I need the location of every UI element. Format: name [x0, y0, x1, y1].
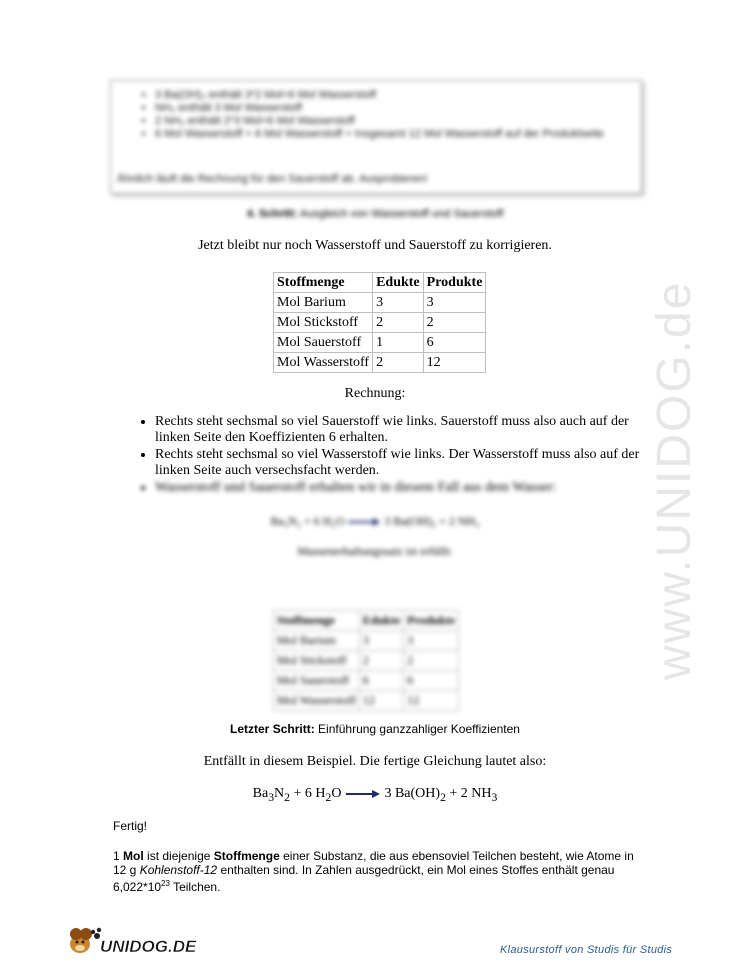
- table-cell: 3: [423, 293, 486, 313]
- rechnung-list: [137, 414, 655, 497]
- table-cell: 3: [404, 631, 459, 651]
- info-box-paragraph: Ähnlich läuft die Rechnung für den Sauerstoff ab. Ausprobieren!: [117, 173, 428, 185]
- equation-1-note: Massenerhaltungssatz ist erfüllt:: [297, 544, 453, 558]
- step4-label: 4. Schritt:: [246, 208, 298, 220]
- list-item: • 6 Mol Wasserstoff + 6 Mol Wasserstoff = Insgesamt 12 Mol Wasserstoff auf der Produktseite: [155, 128, 641, 141]
- table-header-row: [274, 611, 459, 631]
- mol-definition: [113, 849, 643, 894]
- footer-slogan: Klausurstoff von Studis für Studis: [500, 944, 673, 956]
- text-run: einer Substanz, die aus ebensoviel Teilchen besteht, wie Atome in 12 g: [113, 849, 634, 877]
- table-cell: 12: [404, 691, 459, 711]
- table-row: [274, 671, 459, 691]
- table-row: [274, 333, 486, 353]
- eq-term: O: [331, 786, 342, 801]
- svg-text:UNIDOG.DE: UNIDOG.DE: [100, 937, 196, 956]
- table-cell: 6: [423, 333, 486, 353]
- text-run: Teilchen.: [173, 880, 221, 894]
- table-header: Produkte: [423, 273, 486, 293]
- list-item: • 3 Ba(OH)₂ enthält 3*2 Mol=6 Mol Wasserstoff: [155, 89, 641, 102]
- eq-term: + 6 H: [293, 786, 326, 801]
- table-cell: Mol Sauerstoff: [274, 671, 360, 691]
- table-header: Stoffmenge: [274, 273, 373, 293]
- eq-subscript: 2: [325, 790, 332, 804]
- list-item: • Rechts steht sechsmal so viel Sauerstoff wie links. Sauerstoff muss also auch auf der linken Seite den Koeffizienten 6 erhalten.: [155, 414, 655, 446]
- info-box: [110, 80, 642, 194]
- table-cell: 2: [404, 651, 459, 671]
- reaction-arrow-icon: [347, 517, 381, 527]
- table-cell: 6: [359, 671, 403, 691]
- table-cell: Mol Stickstoff: [274, 651, 360, 671]
- list-item: • Rechts steht sechsmal so viel Wasserstoff wie links. Der Wasserstoff muss also auf der linken Seite auch versechsfacht werden.: [155, 447, 655, 479]
- table-cell: 3: [359, 631, 403, 651]
- last-step-label: Letzter Schritt:: [230, 722, 315, 736]
- watermark: [646, 250, 706, 690]
- table-row: [274, 691, 459, 711]
- table-cell: 2: [373, 353, 424, 373]
- rechnung-heading: Rechnung:: [344, 386, 406, 401]
- step4-heading: [0, 208, 750, 220]
- unidog-logo: [66, 922, 196, 960]
- table-header: Stoffmenge: [274, 611, 360, 631]
- table-row: [274, 651, 459, 671]
- table-row: [274, 293, 486, 313]
- table-cell: Mol Stickstoff: [274, 313, 373, 333]
- table-cell: 3: [373, 293, 424, 313]
- final-equation: [0, 786, 750, 804]
- table-row: [274, 631, 459, 651]
- svg-text:www.UNIDOG.de: www.UNIDOG.de: [648, 280, 701, 680]
- table-cell: Mol Wasserstoff: [274, 353, 373, 373]
- equation-1-right: 3 Ba(OH)₂ + 2 NH₃: [384, 514, 480, 528]
- table-cell: 2: [359, 651, 403, 671]
- table-header-row: [274, 273, 486, 293]
- equation-1: [0, 514, 750, 529]
- eq-term: 3 Ba(OH): [384, 786, 441, 801]
- table-cell: 12: [423, 353, 486, 373]
- intro-text: Jetzt bleibt nur noch Wasserstoff und Sauerstoff zu korrigieren.: [198, 238, 552, 253]
- reaction-arrow-icon: [345, 789, 381, 799]
- info-box-list: [111, 89, 641, 141]
- text-run-bold: Mol: [123, 849, 144, 863]
- text-run-italic: Kohlenstoff-12: [139, 863, 218, 877]
- table-cell: 12: [359, 691, 403, 711]
- exponent: 23: [161, 879, 170, 888]
- table-cell: 2: [373, 313, 424, 333]
- last-step-heading: [0, 722, 750, 736]
- table-header: Edukte: [359, 611, 403, 631]
- text-run-bold: Stoffmenge: [213, 849, 280, 863]
- eq-subscript: 2: [284, 790, 290, 804]
- table-cell: Mol Barium: [274, 631, 360, 651]
- equation-1-left: Ba₃N₂ + 6 H₂O: [270, 514, 345, 528]
- list-item: • Wasserstoff und Sauerstoff erhalten wir in diesem Fall aus dem Wasser:: [155, 480, 655, 496]
- table-header: Edukte: [373, 273, 424, 293]
- table-header: Produkte: [404, 611, 459, 631]
- text-run: 1: [113, 849, 120, 863]
- eq-term: Ba: [252, 786, 269, 801]
- fertig-text: Fertig!: [113, 819, 148, 833]
- dog-logo-icon: [66, 922, 196, 960]
- eq-subscript: 2: [440, 790, 446, 804]
- stoffmenge-table-2: [273, 610, 459, 711]
- step4-text: Ausgleich von Wasserstoff und Sauerstoff: [299, 208, 504, 220]
- table-cell: Mol Wasserstoff: [274, 691, 360, 711]
- list-item: • NH₃ enthält 3 Mol Wasserstoff: [155, 102, 641, 115]
- stoffmenge-table: [273, 272, 486, 373]
- eq-subscript: 3: [268, 790, 275, 804]
- last-step-text: Einführung ganzzahliger Koeffizienten: [318, 722, 520, 736]
- table-row: [274, 353, 486, 373]
- entfaellt-text: Entfällt in diesem Beispiel. Die fertige Gleichung lautet also:: [203, 754, 547, 769]
- table-cell: Mol Sauerstoff: [274, 333, 373, 353]
- list-item: • 2 NH₃ enthält 2*3 Mol=6 Mol Wasserstoff: [155, 115, 641, 128]
- text-run: enthalten sind. In Zahlen ausgedrückt, ein Mol eines Stoffes enthält genau 6,022*10: [113, 863, 615, 894]
- table-cell: 1: [373, 333, 424, 353]
- eq-term: + 2 NH: [449, 786, 492, 801]
- table-cell: 2: [423, 313, 486, 333]
- table-cell: 6: [404, 671, 459, 691]
- eq-subscript: 3: [491, 790, 498, 804]
- table-cell: Mol Barium: [274, 293, 373, 313]
- table-row: [274, 313, 486, 333]
- text-run: ist diejenige: [147, 849, 211, 863]
- eq-term: N: [274, 786, 285, 801]
